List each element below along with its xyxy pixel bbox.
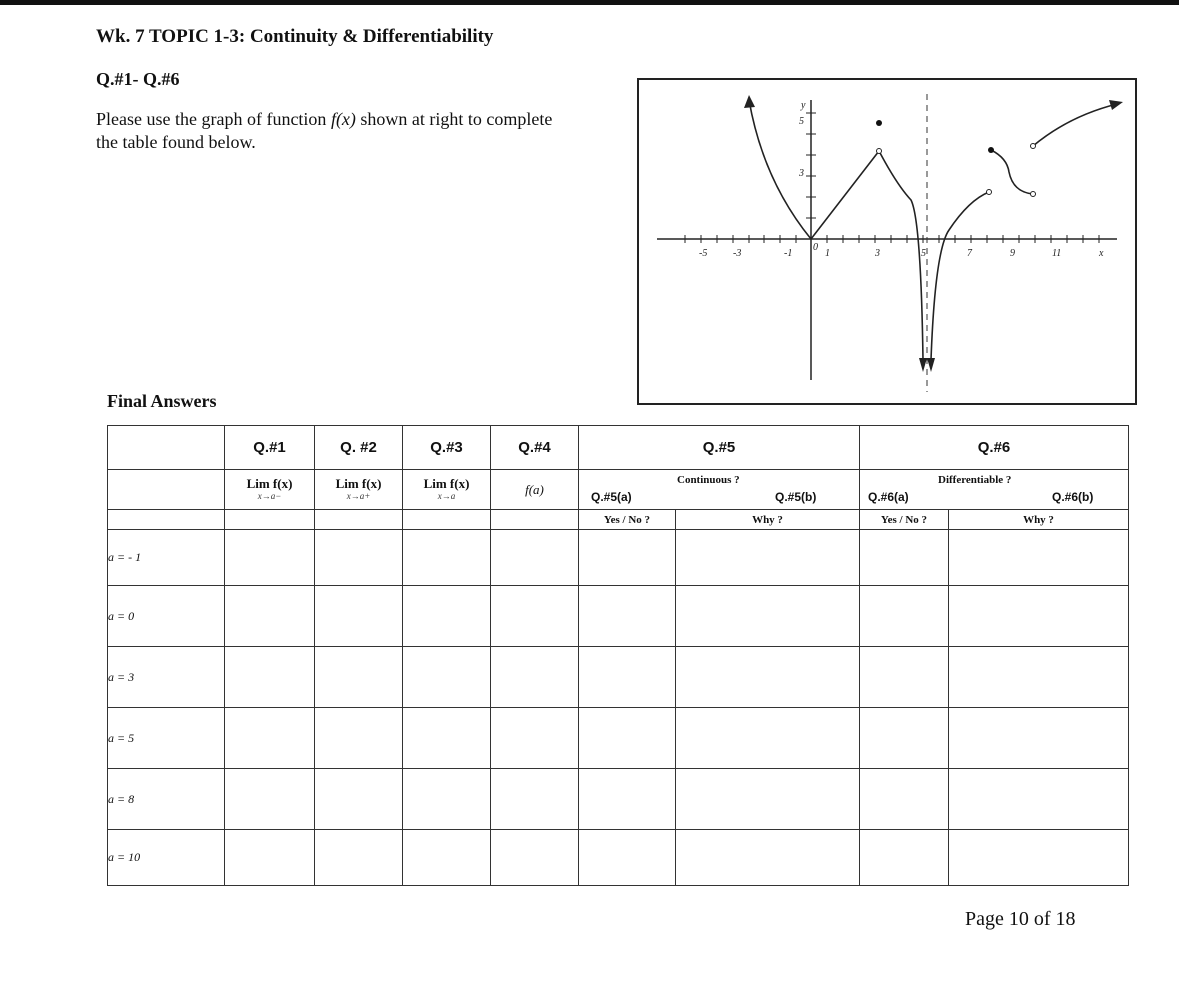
answer-cell[interactable] — [403, 708, 491, 769]
x-tick-label: 11 — [1052, 248, 1062, 259]
row-label: a = 3 — [108, 647, 225, 708]
answer-cell[interactable] — [491, 830, 579, 886]
answer-cell[interactable] — [949, 769, 1129, 830]
answer-cell[interactable] — [403, 647, 491, 708]
function-graph — [637, 78, 1137, 405]
open-point — [1031, 192, 1036, 197]
row-label: a = 0 — [108, 586, 225, 647]
answer-cell[interactable] — [225, 830, 315, 886]
table-row — [108, 830, 1129, 886]
left-limit-header: Lim f(x) x→a− — [225, 470, 315, 510]
page-title: Wk. 7 TOPIC 1-3: Continuity & Differentiability — [96, 26, 494, 47]
fa-header: f(a) — [491, 470, 579, 510]
x-tick-label: 1 — [825, 248, 830, 259]
answer-cell[interactable] — [676, 769, 860, 830]
corner-cell — [108, 426, 225, 470]
answer-cell[interactable] — [403, 530, 491, 586]
answer-cell[interactable] — [579, 830, 676, 886]
curve-rising-after-asymptote — [931, 192, 989, 360]
answer-cell[interactable] — [225, 647, 315, 708]
answer-cell[interactable] — [403, 769, 491, 830]
q6b-label: Q.#6(b) — [1052, 490, 1094, 504]
y-axis-label: y — [801, 100, 806, 111]
answer-cell[interactable] — [491, 586, 579, 647]
answer-cell[interactable] — [491, 769, 579, 830]
x-tick-label: 9 — [1010, 248, 1015, 259]
x-tick-label: 3 — [875, 248, 880, 259]
q2-header: Q. #2 — [315, 426, 403, 470]
arrow-right-icon — [1109, 100, 1123, 110]
answer-cell[interactable] — [676, 708, 860, 769]
answer-cell[interactable] — [676, 830, 860, 886]
table-row — [108, 708, 1129, 769]
row-label: a = 10 — [108, 830, 225, 886]
corner-cell — [108, 470, 225, 510]
x-tick-label: -5 — [699, 248, 708, 259]
curve-rising-line — [811, 151, 879, 239]
q6a-yes-no: Yes / No ? — [860, 510, 949, 530]
arrow-down-icon — [919, 358, 927, 372]
answer-cell[interactable] — [949, 830, 1129, 886]
two-sided-limit-header: Lim f(x) x→a — [403, 470, 491, 510]
answer-cell[interactable] — [315, 769, 403, 830]
x-tick-label: 0 — [813, 242, 818, 253]
answer-cell[interactable] — [676, 647, 860, 708]
q6a-label: Q.#6(a) — [868, 490, 909, 504]
arrow-down-icon — [927, 358, 935, 372]
answer-cell[interactable] — [315, 647, 403, 708]
answer-cell[interactable] — [949, 586, 1129, 647]
answer-cell[interactable] — [860, 530, 949, 586]
table-row — [108, 530, 1129, 586]
answer-cell[interactable] — [403, 830, 491, 886]
answer-cell[interactable] — [949, 647, 1129, 708]
answer-cell[interactable] — [860, 586, 949, 647]
question-header-row — [108, 426, 1129, 470]
table-row — [108, 586, 1129, 647]
open-point — [1031, 144, 1036, 149]
open-point — [987, 190, 992, 195]
q5-header: Q.#5 — [579, 426, 860, 470]
x-tick-label: -1 — [784, 248, 793, 259]
answer-cell[interactable] — [491, 647, 579, 708]
answer-cell[interactable] — [949, 530, 1129, 586]
x-tick-label: 7 — [967, 248, 972, 259]
answer-cell[interactable] — [579, 530, 676, 586]
question-range: Q.#1- Q.#6 — [96, 69, 180, 89]
q3-header: Q.#3 — [403, 426, 491, 470]
instruction-prefix: Please use the graph of function — [96, 109, 331, 129]
q4-header: Q.#4 — [491, 426, 579, 470]
right-limit-header: Lim f(x) x→a+ — [315, 470, 403, 510]
q6b-why: Why ? — [949, 510, 1129, 530]
answer-cell[interactable] — [860, 830, 949, 886]
row-label: a = 8 — [108, 769, 225, 830]
answers-table — [107, 425, 1129, 886]
y-tick-label: 3 — [799, 168, 804, 179]
x-axis-label: x — [1099, 248, 1104, 259]
answer-cell[interactable] — [315, 586, 403, 647]
answer-cell[interactable] — [225, 530, 315, 586]
row-label: a = - 1 — [108, 530, 225, 586]
answer-cell[interactable] — [579, 708, 676, 769]
differentiable-header: Differentiable ? Q.#6(a) Q.#6(b) — [860, 470, 1129, 510]
answer-cell[interactable] — [676, 586, 860, 647]
answer-cell[interactable] — [315, 530, 403, 586]
answer-cell[interactable] — [225, 708, 315, 769]
answer-cell[interactable] — [949, 708, 1129, 769]
q1-header: Q.#1 — [225, 426, 315, 470]
x-tick-label: -3 — [733, 248, 742, 259]
curve-upper-right — [1033, 104, 1117, 146]
q5b-label: Q.#5(b) — [775, 490, 817, 504]
arrow-up-icon — [744, 95, 755, 108]
curve-down-to-asymptote — [879, 151, 923, 360]
curve-dip-segment — [991, 150, 1033, 194]
answer-cell[interactable] — [403, 586, 491, 647]
answer-cell[interactable] — [579, 769, 676, 830]
top-border — [0, 0, 1179, 5]
table-row — [108, 769, 1129, 830]
subheader-row — [108, 470, 1129, 510]
answer-cell[interactable] — [315, 830, 403, 886]
q5a-yes-no: Yes / No ? — [579, 510, 676, 530]
q6-header: Q.#6 — [860, 426, 1129, 470]
filled-point — [876, 120, 882, 126]
answer-cell[interactable] — [225, 769, 315, 830]
instruction-function: f(x) — [330, 109, 356, 129]
answer-cell[interactable] — [579, 586, 676, 647]
answer-cell[interactable] — [315, 708, 403, 769]
answer-cell[interactable] — [491, 530, 579, 586]
table-row — [108, 647, 1129, 708]
row-label: a = 5 — [108, 708, 225, 769]
filled-point — [988, 147, 994, 153]
y-tick-label: 5 — [799, 116, 804, 127]
answer-cell[interactable] — [491, 708, 579, 769]
final-answers-label: Final Answers — [107, 391, 217, 411]
q5a-label: Q.#5(a) — [591, 490, 632, 504]
continuous-header: Continuous ? Q.#5(a) Q.#5(b) — [579, 470, 860, 510]
yes-no-row — [108, 510, 1129, 530]
answer-cell[interactable] — [579, 647, 676, 708]
instruction-suffix: shown at right to complete the table found below. — [96, 109, 553, 152]
answer-cell[interactable] — [860, 769, 949, 830]
answer-cell[interactable] — [860, 647, 949, 708]
answer-cell[interactable] — [676, 530, 860, 586]
x-tick-label: 5 — [921, 248, 926, 259]
q5b-why: Why ? — [676, 510, 860, 530]
page-number: Page 10 of 18 — [965, 908, 1076, 930]
open-point — [877, 149, 882, 154]
answer-cell[interactable] — [860, 708, 949, 769]
instructions — [96, 108, 556, 154]
answer-cell[interactable] — [225, 586, 315, 647]
